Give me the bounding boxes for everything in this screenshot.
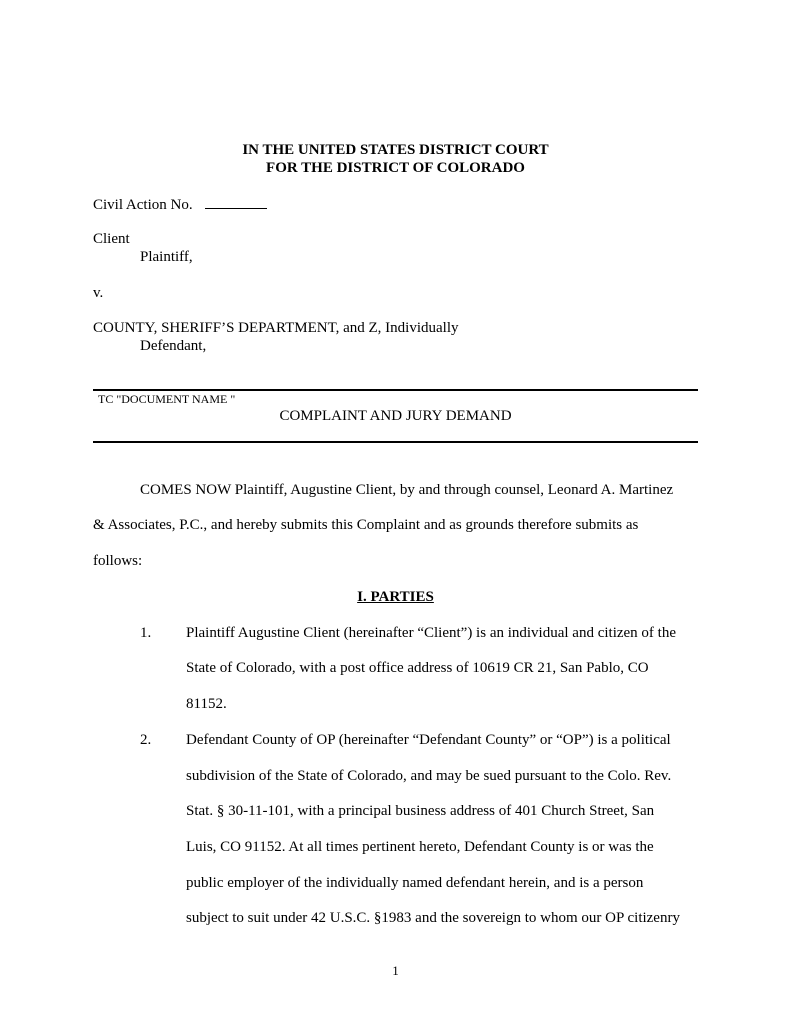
section-heading-parties: I. PARTIES <box>357 589 434 605</box>
tc-field-code: TC "DOCUMENT NAME " <box>98 392 236 406</box>
civil-action-line <box>93 194 267 214</box>
paragraph-number-2: 2. <box>140 732 152 748</box>
paragraph-2-line-3: Stat. § 30-11-101, with a principal business address of 401 Church Street, San <box>186 803 655 819</box>
title-rule-top <box>93 389 698 391</box>
plaintiff-name: Client <box>93 231 130 247</box>
paragraph-1-line-2: State of Colorado, with a post office address of 10619 CR 21, San Pablo, CO <box>186 660 649 676</box>
civil-action-number-blank <box>205 194 267 209</box>
defendant-name: COUNTY, SHERIFF’S DEPARTMENT, and Z, Individually <box>93 320 459 336</box>
paragraph-1-line-1: Plaintiff Augustine Client (hereinafter “Client”) is an individual and citizen of the <box>186 625 677 641</box>
court-name-line-1: IN THE UNITED STATES DISTRICT COURT <box>242 142 549 158</box>
versus: v. <box>93 285 104 301</box>
intro-line-1: COMES NOW Plaintiff, Augustine Client, by and through counsel, Leonard A. Martinez <box>140 482 674 498</box>
paragraph-2-line-2: subdivision of the State of Colorado, and may be sued pursuant to the Colo. Rev. <box>186 768 672 784</box>
paragraph-2-line-5: public employer of the individually named defendant herein, and is a person <box>186 875 644 891</box>
paragraph-1-line-3: 81152. <box>186 696 227 712</box>
title-rule-bottom <box>93 441 698 443</box>
paragraph-2-line-1: Defendant County of OP (hereinafter “Defendant County” or “OP”) is a political <box>186 732 671 748</box>
page-number: 1 <box>392 963 399 978</box>
document-title: COMPLAINT AND JURY DEMAND <box>279 408 512 424</box>
paragraph-number-1: 1. <box>140 625 152 641</box>
plaintiff-role: Plaintiff, <box>140 249 193 265</box>
court-name-line-2: FOR THE DISTRICT OF COLORADO <box>266 160 525 176</box>
paragraph-2-line-6: subject to suit under 42 U.S.C. §1983 and the sovereign to whom our OP citizenry <box>186 910 680 926</box>
paragraph-2-line-4: Luis, CO 91152. At all times pertinent hereto, Defendant County is or was the <box>186 839 654 855</box>
intro-line-2: & Associates, P.C., and hereby submits this Complaint and as grounds therefore submits as <box>93 517 639 533</box>
civil-action-label: Civil Action No. <box>93 197 193 213</box>
intro-line-3: follows: <box>93 553 143 569</box>
defendant-role: Defendant, <box>140 338 207 354</box>
